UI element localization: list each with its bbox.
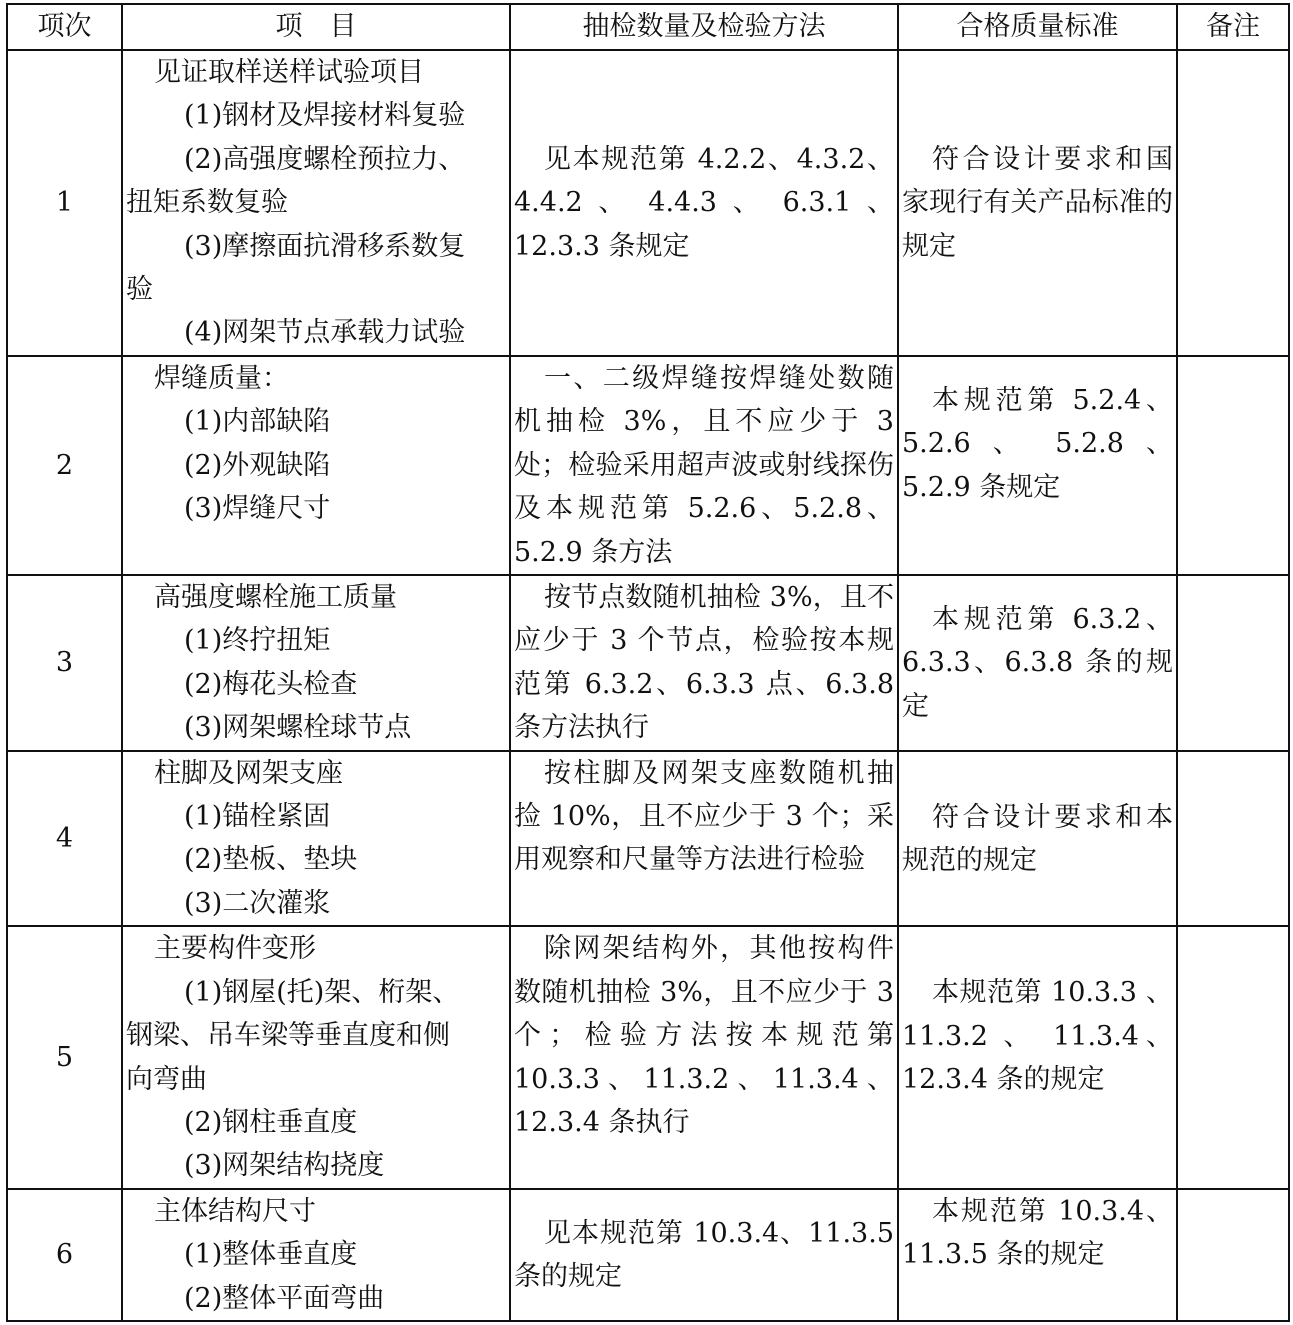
item-line: (1)终拧扭矩 <box>184 625 331 657</box>
row-number: 2 <box>7 356 122 575</box>
item-cell <box>122 356 510 575</box>
table-row <box>7 1189 1289 1321</box>
method-cell <box>510 1189 898 1321</box>
standard-text: 符合设计要求和国家现行有关产品标准的规定 <box>902 144 1173 262</box>
method-text: 见本规范第 10.3.4、11.3.5 条的规定 <box>514 1217 894 1293</box>
header-standard: 合格质量标准 <box>898 4 1177 50</box>
item-line: 验 <box>126 274 153 306</box>
table-row <box>7 50 1289 356</box>
method-text: 除网架结构外，其他按构件数随机抽检 3%，且不应少于 3 个；检验方法按本规范第 10.3.3、11.3.2、11.3.4、12.3.4 条执行 <box>514 933 894 1138</box>
table-row <box>7 926 1289 1188</box>
item-line: (3)网架螺栓球节点 <box>184 712 412 744</box>
item-line: (1)钢屋(托)架、桁架、 <box>184 976 460 1008</box>
table-body <box>7 50 1289 1321</box>
item-line: 主体结构尺寸 <box>154 1195 316 1227</box>
method-text: 一、二级焊缝按焊缝处数随机抽检 3%，且不应少于 3 处；检验采用超声波或射线探伤及本规范第 5.2.6、5.2.8、5.2.9 条方法 <box>514 363 894 568</box>
note-cell <box>1177 356 1289 575</box>
standard-text: 本规范第 10.3.4、11.3.5 条的规定 <box>902 1195 1173 1271</box>
item-line: 高强度螺栓施工质量 <box>154 582 397 614</box>
item-line: (2)整体平面弯曲 <box>184 1282 385 1314</box>
header-note: 备注 <box>1177 4 1289 50</box>
standard-cell <box>898 356 1177 575</box>
item-line: (1)钢材及焊接材料复验 <box>184 100 466 132</box>
method-cell <box>510 356 898 575</box>
table-row <box>7 575 1289 751</box>
header-no: 项次 <box>7 4 122 50</box>
row-number: 6 <box>7 1189 122 1321</box>
item-cell <box>122 50 510 356</box>
standard-cell <box>898 50 1177 356</box>
method-text: 按柱脚及网架支座数随机抽捡 10%，且不应少于 3 个；采用观察和尺量等方法进行检验 <box>514 757 894 876</box>
method-text: 见本规范第 4.2.2、4.3.2、4.4.2 、 4.4.3 、 6.3.1 、 12.3.3 条规定 <box>514 144 894 262</box>
item-line: (3)焊缝尺寸 <box>184 493 331 525</box>
header-row <box>7 4 1289 50</box>
standard-text: 符合设计要求和本规范的规定 <box>902 801 1173 877</box>
item-line: 焊缝质量： <box>154 363 289 394</box>
table-row <box>7 356 1289 575</box>
item-line: 钢梁、吊车梁等垂直度和侧 <box>126 1020 450 1052</box>
row-number: 5 <box>7 926 122 1188</box>
item-line: (3)网架结构挠度 <box>184 1150 385 1182</box>
item-line: 主要构件变形 <box>154 933 316 965</box>
item-line: (2)外观缺陷 <box>184 449 331 481</box>
method-cell <box>510 575 898 751</box>
standard-cell <box>898 926 1177 1188</box>
item-cell <box>122 575 510 751</box>
method-cell <box>510 751 898 927</box>
row-number: 4 <box>7 751 122 927</box>
item-line: (1)整体垂直度 <box>184 1239 358 1271</box>
note-cell <box>1177 751 1289 927</box>
header-item: 项 目 <box>122 4 510 50</box>
standard-text: 本规范第 10.3.3 、 11.3.2 、 11.3.4、12.3.4 条的规定 <box>902 977 1173 1096</box>
note-cell <box>1177 50 1289 356</box>
note-cell <box>1177 575 1289 751</box>
inspection-table <box>6 3 1290 1322</box>
note-cell <box>1177 926 1289 1188</box>
note-cell <box>1177 1189 1289 1321</box>
item-line: 向弯曲 <box>126 1063 207 1095</box>
row-number: 1 <box>7 50 122 356</box>
item-cell <box>122 926 510 1188</box>
item-line: 扭矩系数复验 <box>126 187 288 219</box>
item-line: (1)内部缺陷 <box>184 406 331 438</box>
item-line: (3)摩擦面抗滑移系数复 <box>184 230 466 262</box>
standard-text: 本规范第 6.3.2、6.3.3、6.3.8 条的规定 <box>902 604 1173 722</box>
item-line: (2)垫板、垫块 <box>184 844 358 876</box>
row-number: 3 <box>7 575 122 751</box>
item-cell <box>122 751 510 927</box>
method-cell <box>510 926 898 1188</box>
item-line: (2)钢柱垂直度 <box>184 1106 358 1138</box>
item-line: (4)网架节点承载力试验 <box>184 317 466 349</box>
standard-cell <box>898 575 1177 751</box>
item-cell <box>122 1189 510 1321</box>
item-line: (2)梅花头检查 <box>184 668 358 700</box>
item-line: (3)二次灌浆 <box>184 887 331 919</box>
standard-cell <box>898 1189 1177 1321</box>
table-row <box>7 751 1289 927</box>
item-line: 见证取样送样试验项目 <box>154 57 424 88</box>
standard-text: 本规范第 5.2.4、5.2.6 、 5.2.8 、 5.2.9 条规定 <box>902 385 1173 503</box>
method-cell <box>510 50 898 356</box>
header-method: 抽检数量及检验方法 <box>510 4 898 50</box>
method-text: 按节点数随机抽检 3%，且不应少于 3 个节点，检验按本规范第 6.3.2、6.3.3 点、6.3.8 条方法执行 <box>514 582 894 744</box>
standard-cell <box>898 751 1177 927</box>
item-line: 柱脚及网架支座 <box>154 757 343 789</box>
item-line: (2)高强度螺栓预拉力、 <box>184 143 466 175</box>
item-line: (1)锚栓紧固 <box>184 801 331 833</box>
